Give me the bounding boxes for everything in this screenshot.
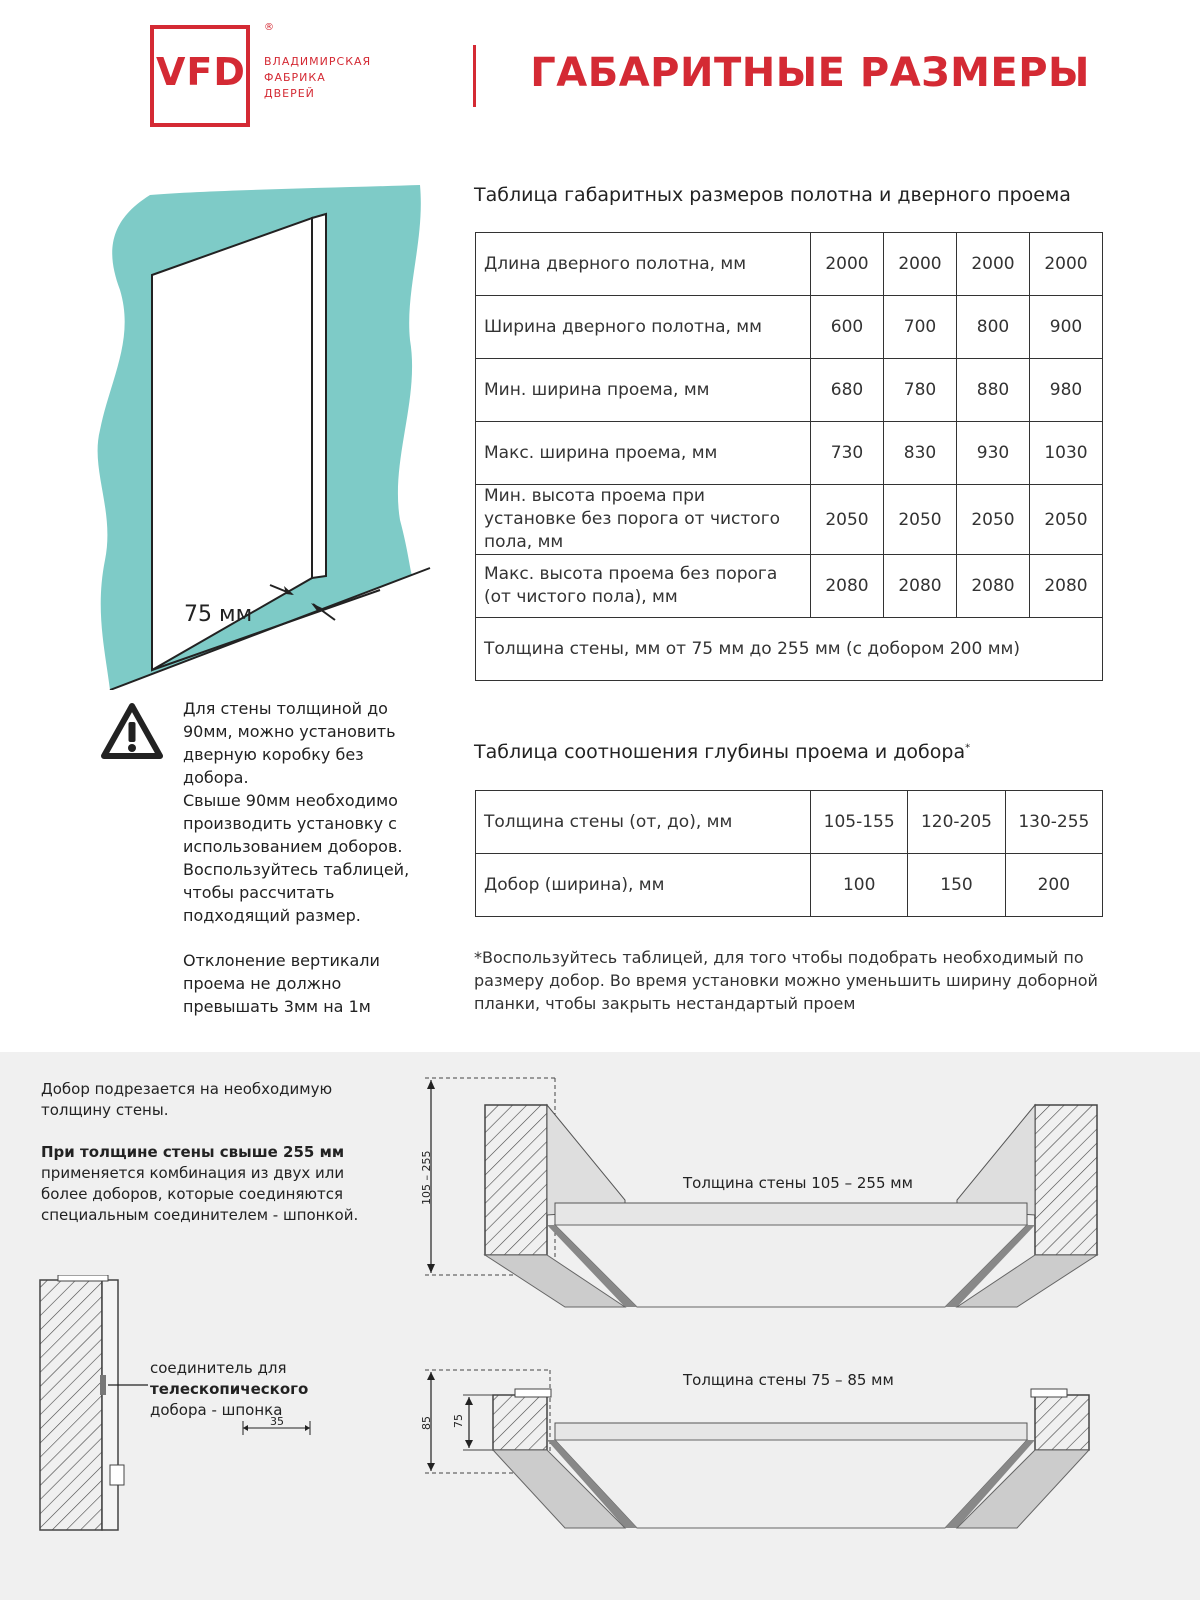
cell: 100	[811, 854, 908, 917]
table-row	[476, 359, 1103, 422]
row-label: Мин. высота проема при установке без порога от чистого пола, мм	[476, 485, 811, 555]
wall-section	[40, 1280, 102, 1530]
door-jamb	[312, 214, 326, 578]
frame-top	[555, 1203, 1027, 1225]
cell: 2000	[884, 233, 957, 296]
connector-dimension: 35	[270, 1415, 284, 1428]
door-opening-illustration	[80, 180, 440, 690]
connector-key	[100, 1375, 106, 1395]
cell: 900	[1030, 296, 1103, 359]
cell: 2050	[884, 485, 957, 555]
arrow-head-icon	[427, 1372, 435, 1380]
frame-top	[555, 1423, 1027, 1440]
extension-board	[102, 1280, 118, 1530]
cell: 200	[1005, 854, 1102, 917]
row-label: Добор (ширина), мм	[476, 854, 811, 917]
arrow-head-icon	[243, 1425, 248, 1431]
cell: 700	[884, 296, 957, 359]
dimensions-table	[475, 232, 1103, 681]
cell: 680	[811, 359, 884, 422]
connector-caption: соединитель для телескопического добора - шпонка	[150, 1359, 309, 1419]
cell: 780	[884, 359, 957, 422]
logo-company-name: ВЛАДИМИРСКАЯ ФАБРИКА ДВЕРЕЙ	[264, 55, 372, 100]
row-label: Макс. ширина проема, мм	[476, 422, 811, 485]
architrave-left	[547, 1105, 625, 1215]
cell: 2000	[1030, 233, 1103, 296]
cell: 600	[811, 296, 884, 359]
cell: 930	[957, 422, 1030, 485]
wall-section-left	[493, 1395, 547, 1450]
cell: 105-155	[811, 791, 908, 854]
arrow-head-icon	[465, 1397, 473, 1405]
cell: 2080	[957, 555, 1030, 618]
combination-note: При толщине стены свыше 255 мм применяется комбинация из двух или более доборов, которые соединяются специальным соединителем - шпонкой.	[41, 1143, 359, 1224]
diagram1-label: Толщина стены 105 – 255 мм	[683, 1174, 913, 1192]
wall-section-left	[485, 1105, 547, 1255]
cell: 880	[957, 359, 1030, 422]
cell: 2000	[811, 233, 884, 296]
dimensions-table-title: Таблица габаритных размеров полотна и дверного проема	[474, 184, 1071, 206]
table-row	[476, 555, 1103, 618]
cell: 2050	[957, 485, 1030, 555]
trim-cap-left	[515, 1389, 551, 1397]
cell: 2000	[957, 233, 1030, 296]
warning-triangle-icon	[100, 700, 164, 762]
arrow-head-icon	[305, 1425, 310, 1431]
cell: 150	[908, 854, 1005, 917]
arrow-head-icon	[427, 1463, 435, 1471]
depth-table-title: Таблица соотношения глубины проема и добора*	[474, 741, 971, 763]
frame-section-diagram-narrow	[415, 1365, 1115, 1545]
cell: 830	[884, 422, 957, 485]
page-title: ГАБАРИТНЫЕ РАЗМЕРЫ	[530, 50, 1090, 96]
cell: 120-205	[908, 791, 1005, 854]
wall-section-right	[1035, 1105, 1097, 1255]
table-row	[476, 485, 1103, 555]
diagram2-dimension-outer: 85	[420, 1416, 433, 1430]
table-row	[476, 422, 1103, 485]
diagram1-dimension: 105 – 255	[420, 1150, 433, 1205]
arrow-head-icon	[427, 1264, 435, 1273]
cell: 2080	[884, 555, 957, 618]
frame-surface	[555, 1225, 1027, 1307]
row-label: Толщина стены (от, до), мм	[476, 791, 811, 854]
diagram2-label: Толщина стены 75 – 85 мм	[683, 1371, 894, 1389]
table-row	[476, 791, 1103, 854]
cell: 980	[1030, 359, 1103, 422]
trim-note: Добор подрезается на необходимую толщину стены.	[41, 1080, 333, 1119]
cell: 800	[957, 296, 1030, 359]
row-label: Мин. ширина проема, мм	[476, 359, 811, 422]
row-label: Длина дверного полотна, мм	[476, 233, 811, 296]
table-row	[476, 296, 1103, 359]
frame-section-diagram-wide	[415, 1075, 1115, 1335]
depth-table-footnote: *Воспользуйтесь таблицей, для того чтобы подобрать необходимый по размеру добор. Во время установки можно уменьшить ширину доборной планки, чтобы закрыть нестандартый проем	[474, 948, 1098, 1013]
logo-mark: VFD	[156, 50, 246, 94]
profile-detail	[110, 1465, 124, 1485]
cell: 2050	[811, 485, 884, 555]
cell: 2050	[1030, 485, 1103, 555]
row-label: Макс. высота проема без порога (от чистого пола), мм	[476, 555, 811, 618]
dimension-label-75mm: 75 мм	[184, 602, 253, 627]
trim-cap-right	[1031, 1389, 1067, 1397]
cell: 730	[811, 422, 884, 485]
table-row	[476, 854, 1103, 917]
cell: 2080	[1030, 555, 1103, 618]
installation-warning: Для стены толщиной до 90мм, можно установить дверную коробку без добора. Свыше 90мм необходимо производить установку с использованием доборов. Воспользуйтесь таблицей, чтобы рассчитать подходящий размер. Отклонение вертикали проема не должно превышать 3мм на 1м	[183, 699, 410, 1016]
depth-table	[475, 790, 1103, 917]
arrow-head-icon	[427, 1080, 435, 1089]
architrave-right	[957, 1105, 1035, 1215]
cell: 2080	[811, 555, 884, 618]
cell: 130-255	[1005, 791, 1102, 854]
arrow-head-icon	[465, 1440, 473, 1448]
row-label: Ширина дверного полотна, мм	[476, 296, 811, 359]
logo-registered-mark: ®	[264, 22, 274, 33]
header-divider	[473, 45, 476, 107]
wall-section-right	[1035, 1395, 1089, 1450]
table-row	[476, 618, 1103, 681]
diagram2-dimension-inner: 75	[452, 1414, 465, 1428]
cell: 1030	[1030, 422, 1103, 485]
wall-thickness-row: Толщина стены, мм от 75 мм до 255 мм (с добором 200 мм)	[476, 618, 1103, 681]
table-row	[476, 233, 1103, 296]
frame-surface	[555, 1440, 1027, 1528]
trim-cap	[58, 1275, 108, 1281]
